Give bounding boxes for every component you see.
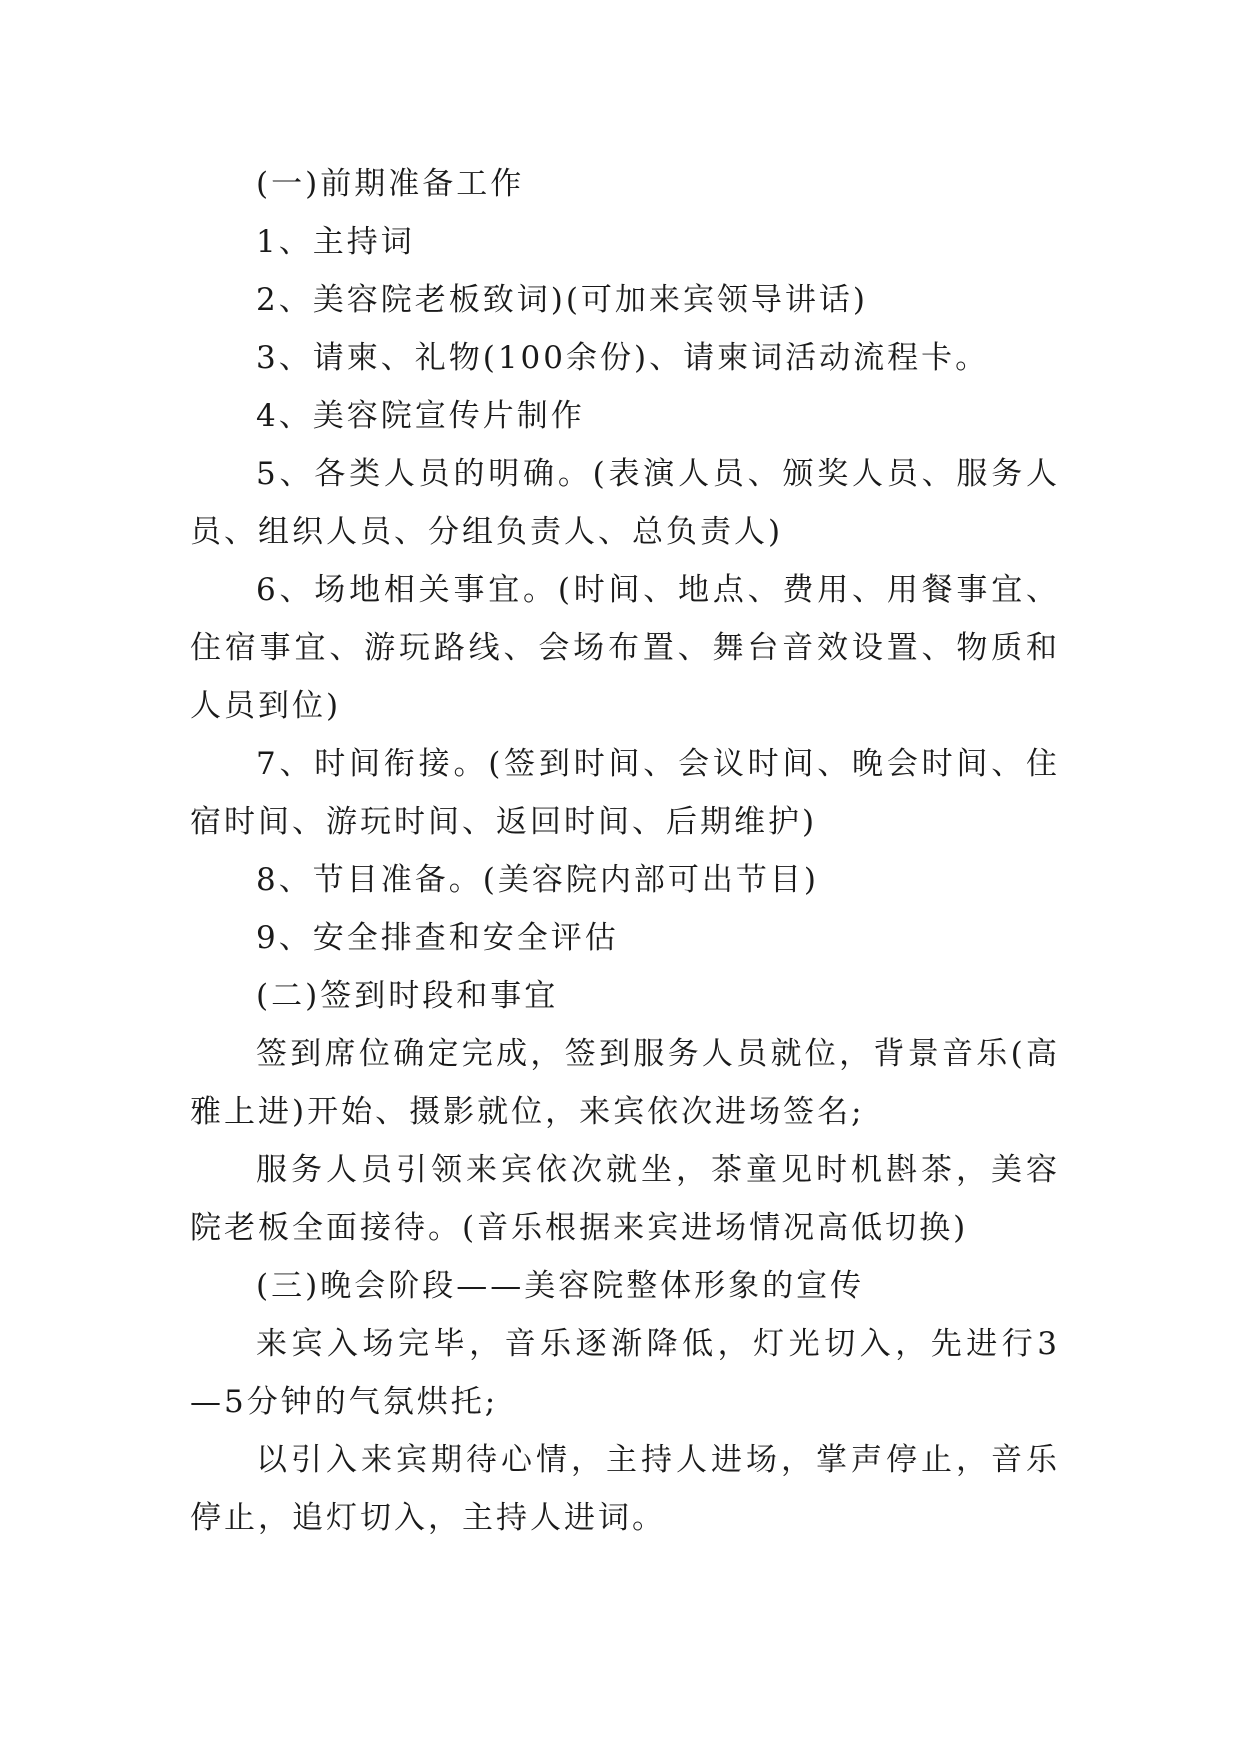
- list-item-7: 7、时间衔接。(签到时间、会议时间、晚会时间、住宿时间、游玩时间、返回时间、后期维护): [190, 746, 1060, 840]
- body-paragraph: 签到席位确定完成，签到服务人员就位，背景音乐(高雅上进)开始、摄影就位，来宾依次进场签名;: [190, 1036, 1060, 1130]
- body-paragraph: 以引入来宾期待心情，主持人进场，掌声停止，音乐停止，追灯切入，主持人进词。: [190, 1442, 1060, 1536]
- section-heading-signin: (二)签到时段和事宜: [256, 978, 559, 1014]
- document-body: [190, 155, 1060, 1547]
- list-item-5: 5、各类人员的明确。(表演人员、颁奖人员、服务人员、组织人员、分组负责人、总负责人): [190, 456, 1060, 550]
- section-heading-preparation: (一)前期准备工作: [256, 166, 525, 202]
- list-item-2: 2、美容院老板致词)(可加来宾领导讲话): [256, 282, 869, 318]
- body-paragraph: 服务人员引领来宾依次就坐，茶童见时机斟茶，美容院老板全面接待。(音乐根据来宾进场情况高低切换): [190, 1152, 1060, 1246]
- body-paragraph: 来宾入场完毕，音乐逐渐降低，灯光切入，先进行3—5分钟的气氛烘托;: [190, 1326, 1060, 1420]
- list-item-4: 4、美容院宣传片制作: [256, 398, 585, 434]
- list-item-6: 6、场地相关事宜。(时间、地点、费用、用餐事宜、住宿事宜、游玩路线、会场布置、舞台音效设置、物质和人员到位): [190, 572, 1060, 724]
- list-item-3: 3、请柬、礼物(100余份)、请柬词活动流程卡。: [256, 340, 990, 376]
- list-item-1: 1、主持词: [256, 224, 415, 260]
- list-item-9: 9、安全排查和安全评估: [256, 920, 619, 956]
- section-heading-gala: (三)晚会阶段——美容院整体形象的宣传: [256, 1268, 865, 1304]
- list-item-8: 8、节目准备。(美容院内部可出节目): [256, 862, 819, 898]
